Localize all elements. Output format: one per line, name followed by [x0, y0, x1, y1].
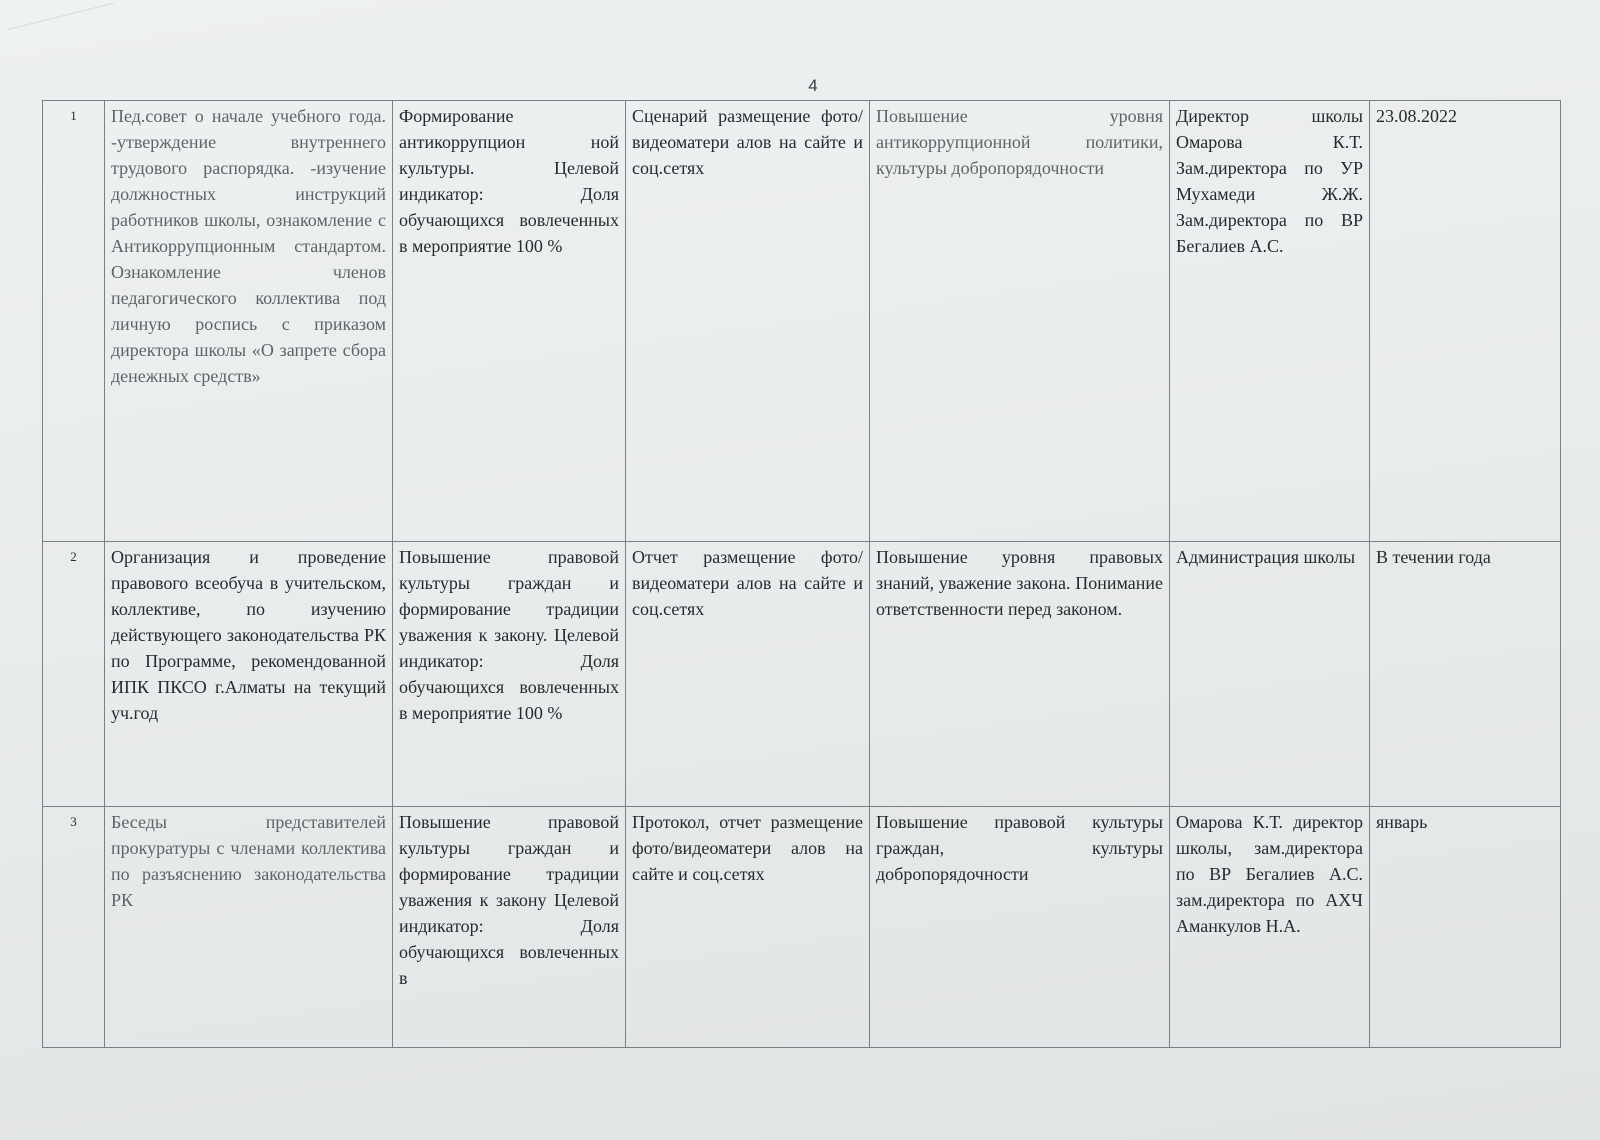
- page-number: 4: [808, 76, 818, 95]
- event-cell: Беседы представителей прокуратуры с членами коллектива по разъяснению законодательства РК: [105, 807, 393, 1048]
- responsible-cell: Омарова К.Т. директор школы, зам.директора по ВР Бегалиев А.С. зам.директора по АХЧ Аманкулов Н.А.: [1170, 807, 1370, 1048]
- goal-cell: Формирование антикоррупцион ной культуры. Целевой индикатор: Доля обучающихся вовлеченных в мероприятие 100 %: [393, 101, 626, 542]
- responsible-cell: Администрация школы: [1170, 542, 1370, 807]
- completion-form-cell: Протокол, отчет размещение фото/видеоматери алов на сайте и соц.сетях: [626, 807, 870, 1048]
- expected-result-cell: Повышение уровня правовых знаний, уважение закона. Понимание ответственности перед законом.: [870, 542, 1170, 807]
- date-cell: 23.08.2022: [1370, 101, 1561, 542]
- completion-form-cell: Сценарий размещение фото/видеоматери алов на сайте и соц.сетях: [626, 101, 870, 542]
- date-cell: январь: [1370, 807, 1561, 1048]
- table-row: [43, 542, 1561, 807]
- event-cell: Организация и проведение правового всеобуча в учительском, коллективе, по изучению действующего законодательства РК по Программе, рекомендованной ИПК ПКСО г.Алматы на текущий уч.год: [105, 542, 393, 807]
- goal-cell: Повышение правовой культуры граждан и формирование традиции уважения к закону. Целевой индикатор: Доля обучающихся вовлеченных в мероприятие 100 %: [393, 542, 626, 807]
- expected-result-cell: Повышение правовой культуры граждан, культуры добропорядочности: [870, 807, 1170, 1048]
- row-number-cell: 3: [43, 807, 105, 1048]
- paper-fold-mark: [0, 0, 114, 30]
- row-number-cell: 2: [43, 542, 105, 807]
- event-cell: Пед.совет о начале учебного года. -утверждение внутреннего трудового распорядка. -изучение должностных инструкций работников школы, ознакомление с Антикоррупционным стандартом. Ознакомление членов педагогического коллектива под личную роспись с приказом директора школы «О запрете сбора денежных средств»: [105, 101, 393, 542]
- date-cell: В течении года: [1370, 542, 1561, 807]
- responsible-cell: Директор школы Омарова К.Т. Зам.директора по УР Мухамеди Ж.Ж. Зам.директора по ВР Бегалиев А.С.: [1170, 101, 1370, 542]
- completion-form-cell: Отчет размещение фото/видеоматери алов на сайте и соц.сетях: [626, 542, 870, 807]
- expected-result-cell: Повышение уровня антикоррупционной политики, культуры добропорядочности: [870, 101, 1170, 542]
- goal-cell: Повышение правовой культуры граждан и формирование традиции уважения к закону Целевой индикатор: Доля обучающихся вовлеченных в: [393, 807, 626, 1048]
- table-row: [43, 101, 1561, 542]
- table-row: [43, 807, 1561, 1048]
- row-number-cell: 1: [43, 101, 105, 542]
- action-plan-table: [42, 100, 1561, 1048]
